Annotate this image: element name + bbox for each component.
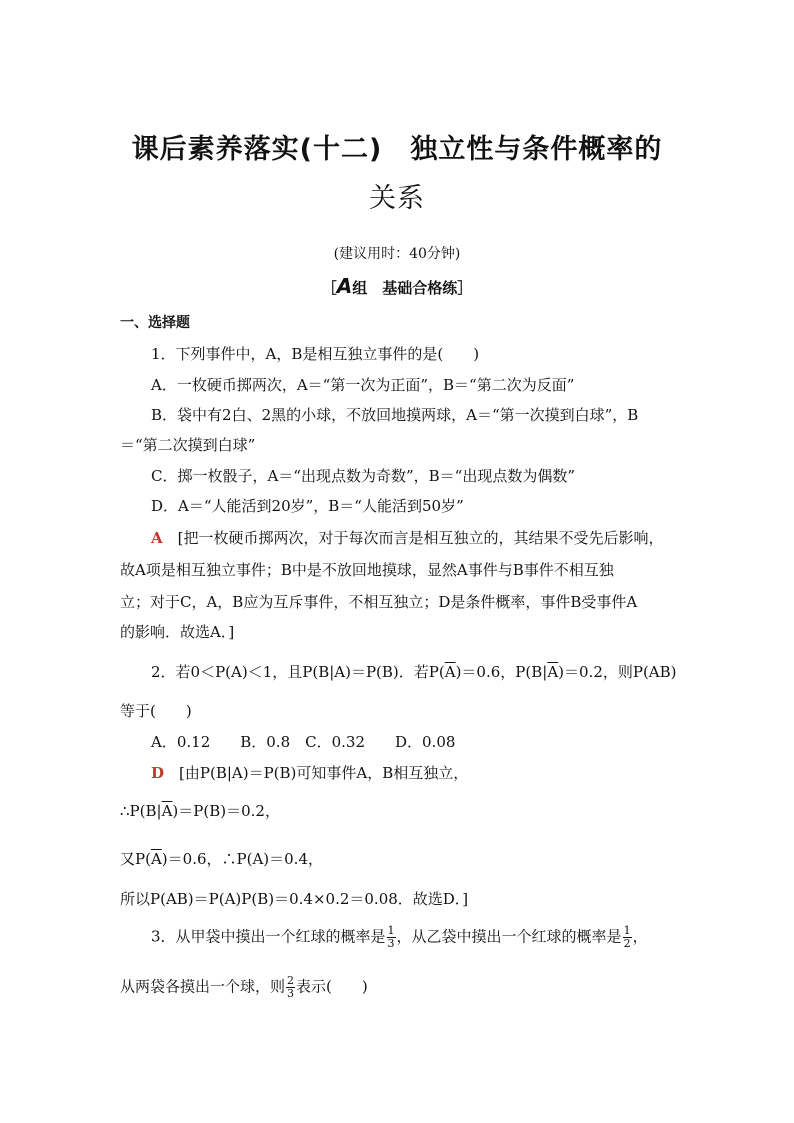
q2-explanation-3: 又$P(\overline{A})=0.6$，∴P(A)＝0.4，: [120, 850, 323, 868]
a-bar: $\overline{A}$: [161, 802, 173, 820]
a-bar: $\overline{A}$: [444, 663, 456, 681]
group-header: ［A组 基础合格练］: [321, 274, 473, 298]
q2-stem-cont: 等于( ): [120, 702, 192, 720]
q1-explanation-3: 立；对于C，A，B应为互斥事件，不相互独立；D是条件概率，事件B受事件A: [120, 593, 638, 611]
q2-stem: 2．若0＜P(A)＜1，且P(B|A)＝P(B)．若$P(\overline{A})=0.6$，$P(B|\overline{A})=0.2$，则P(AB): [151, 663, 677, 681]
q1-option-d: D．A＝“人能活到20岁”，B＝“人能活到50岁”: [151, 497, 464, 515]
page-title-line2: 关系: [369, 183, 425, 214]
q2-explanation: D [由P(B|A)＝P(B)可知事件A，B相互独立，: [151, 764, 469, 782]
q2-explanation-4: 所以P(AB)＝P(A)P(B)＝0.4×0.2＝0.08．故选D．]: [120, 890, 469, 908]
fraction: $\frac{1}{3}$: [387, 924, 395, 950]
fraction: $\frac{2}{3}$: [287, 974, 295, 1000]
q3-stem: 3．从甲袋中摸出一个红球的概率是 $\frac{1}{3}$ ，从乙袋中摸出一个红球的概率是 $\frac{1}{2}$ ，: [151, 924, 648, 950]
a-bar: $\overline{A}$: [547, 663, 559, 681]
q1-option-a: A．一枚硬币掷两次，A＝“第一次为正面”，B＝“第二次为反面”: [151, 376, 575, 394]
a-bar: $\overline{A}$: [150, 850, 162, 868]
q1-answer: A: [151, 529, 163, 547]
q2-explanation-2: $\therefore P(B|\overline{A})=P(B)=0.2$，: [120, 802, 280, 820]
group-letter: A: [336, 274, 353, 298]
q1-explanation: A [把一枚硬币掷两次，对于每次而言是相互独立的，其结果不受先后影响，: [151, 529, 664, 547]
q2-answer: D: [151, 764, 165, 782]
page-title: 课后素养落实(十二) 独立性与条件概率的: [131, 134, 663, 165]
q1-option-b-cont: ＝“第二次摸到白球”: [120, 436, 256, 454]
q1-explanation-4: 的影响．故选A．]: [120, 623, 235, 641]
fraction: $\frac{1}{2}$: [623, 924, 631, 950]
q1-option-c: C．掷一枚骰子，A＝“出现点数为奇数”，B＝“出现点数为偶数”: [151, 467, 576, 485]
q1-option-b: B．袋中有2白、2黑的小球，不放回地摸两球，A＝“第一次摸到白球”，B: [151, 406, 639, 424]
q2-options: A．0.12 B．0.8 C．0.32 D．0.08: [151, 733, 456, 751]
time-note: (建议用时：40分钟): [333, 246, 461, 262]
q3-stem-cont: 从两袋各摸出一个球，则 $\frac{2}{3}$ 表示( ): [120, 974, 368, 1000]
section-heading: 一、选择题: [120, 315, 190, 331]
q1-stem: 1．下列事件中，A，B是相互独立事件的是( ): [151, 345, 480, 363]
q1-explanation-2: 故A项是相互独立事件；B中是不放回地摸球，显然A事件与B事件不相互独: [120, 561, 614, 579]
